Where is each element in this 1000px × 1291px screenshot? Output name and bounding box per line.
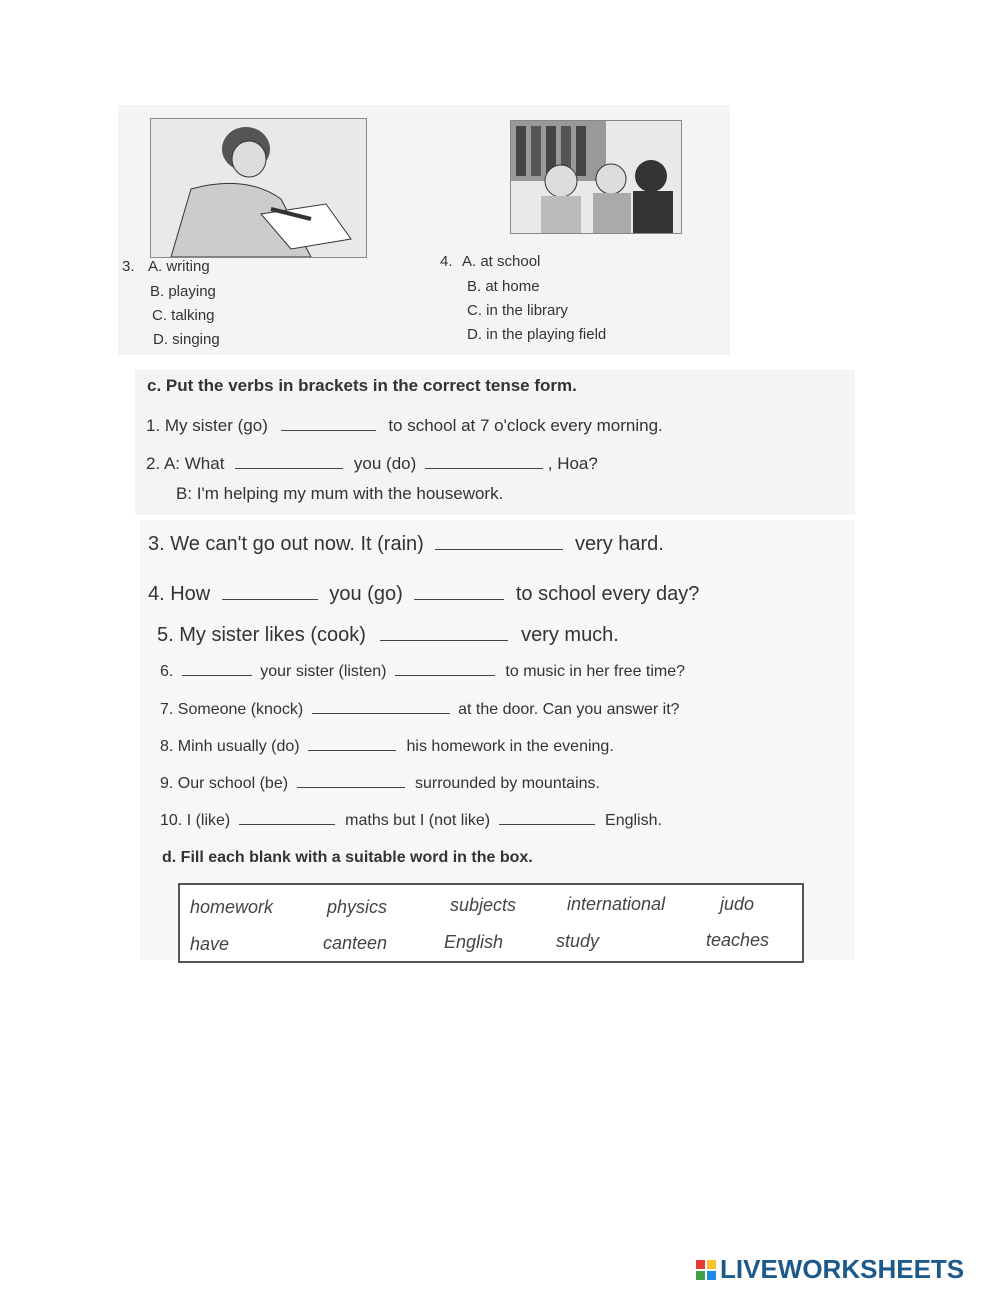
q4-option-d: D. in the playing field [467,326,607,343]
answer-blank-2b[interactable] [425,451,543,469]
q10-part3: English. [605,812,662,829]
word-teaches: teaches [706,930,770,950]
answer-blank-5[interactable] [380,620,508,641]
answer-blank-4a[interactable] [222,579,318,600]
question-c6 [160,659,685,681]
q2-b-text: B: I'm helping my mum with the housework. [176,484,504,503]
q2-part2: you (do) [353,454,417,473]
q10-part2: maths but I (not like) [345,812,491,829]
word-english: English [444,932,504,952]
word-study: study [556,931,600,951]
section-d-heading: d. Fill each blank with a suitable word in the box. [162,849,533,866]
q4-part1: 4. How [148,583,211,605]
word-canteen: canteen [323,933,388,953]
word-box [178,883,804,963]
word-international: international [567,894,666,914]
liveworksheets-logo[interactable] [696,1254,964,1285]
q3-part2: very hard. [574,533,664,555]
logo-tile-red [696,1260,705,1269]
q6-part1: 6. [160,663,174,680]
answer-blank-6a[interactable] [182,659,252,676]
children-in-library-picture [510,120,682,234]
answer-blank-3[interactable] [435,529,563,550]
q6-part2: your sister (listen) [260,663,387,680]
answer-blank-1[interactable] [281,413,376,431]
q2-part3: , Hoa? [547,454,598,473]
answer-blank-8[interactable] [308,734,396,751]
word-subjects: subjects [450,895,517,915]
question-c2 [146,451,598,474]
q5-part2: very much. [521,624,619,646]
question-c3 [148,529,664,556]
word-judo: judo [720,894,755,914]
q3-part1: 3. We can't go out now. It (rain) [148,533,424,555]
q1-part2: to school at 7 o'clock every morning. [388,416,663,435]
logo-tiles-icon [696,1260,716,1280]
q8-part2: his homework in the evening. [406,738,614,755]
q10-part1: 10. I (like) [160,812,231,829]
q4-option-a: A. at school [462,253,541,270]
logo-tile-blue [707,1271,716,1280]
section-c-heading: c. Put the verbs in brackets in the correct tense form. [147,376,577,395]
answer-blank-10a[interactable] [239,808,335,825]
q8-part1: 8. Minh usually (do) [160,738,300,755]
logo-tile-yellow [707,1260,716,1269]
q2-part1: 2. A: What [146,454,225,473]
q3-option-d: D. singing [153,331,220,348]
answer-blank-10b[interactable] [499,808,595,825]
answer-blank-9[interactable] [297,771,405,788]
q5-part1: 5. My sister likes (cook) [157,624,366,646]
question-c7 [160,697,680,719]
q1-part1: 1. My sister (go) [146,416,268,435]
question-c10 [160,808,662,830]
q4-part2: you (go) [329,583,403,605]
q9-part1: 9. Our school (be) [160,775,289,792]
word-homework: homework [190,897,274,917]
answer-blank-4b[interactable] [414,579,504,600]
question-c2-b [176,484,503,504]
q4-option-b: B. at home [467,278,540,295]
question-c1 [146,413,663,436]
q4-part3: to school every day? [515,583,700,605]
q9-part2: surrounded by mountains. [414,775,600,792]
question-c5 [157,620,619,647]
q6-part3: to music in her free time? [505,663,686,680]
logo-tile-green [696,1271,705,1280]
q3-option-a: A. writing [148,258,210,275]
q4-option-c: C. in the library [467,302,568,319]
answer-blank-7[interactable] [312,697,450,714]
answer-blank-2a[interactable] [235,451,343,469]
word-have: have [190,934,230,954]
q3-option-b: B. playing [150,283,216,300]
question-c8 [160,734,614,756]
q3-number: 3. [122,258,135,275]
q7-part1: 7. Someone (knock) [160,701,304,718]
q3-option-c: C. talking [152,307,215,324]
word-physics: physics [327,897,388,917]
q7-part2: at the door. Can you answer it? [458,701,680,718]
q4-number: 4. [440,253,453,270]
question-c4 [148,579,699,606]
logo-text: LIVEWORKSHEETS [720,1254,965,1284]
boy-writing-picture [150,118,367,258]
question-c9 [160,771,600,793]
answer-blank-6b[interactable] [395,659,495,676]
